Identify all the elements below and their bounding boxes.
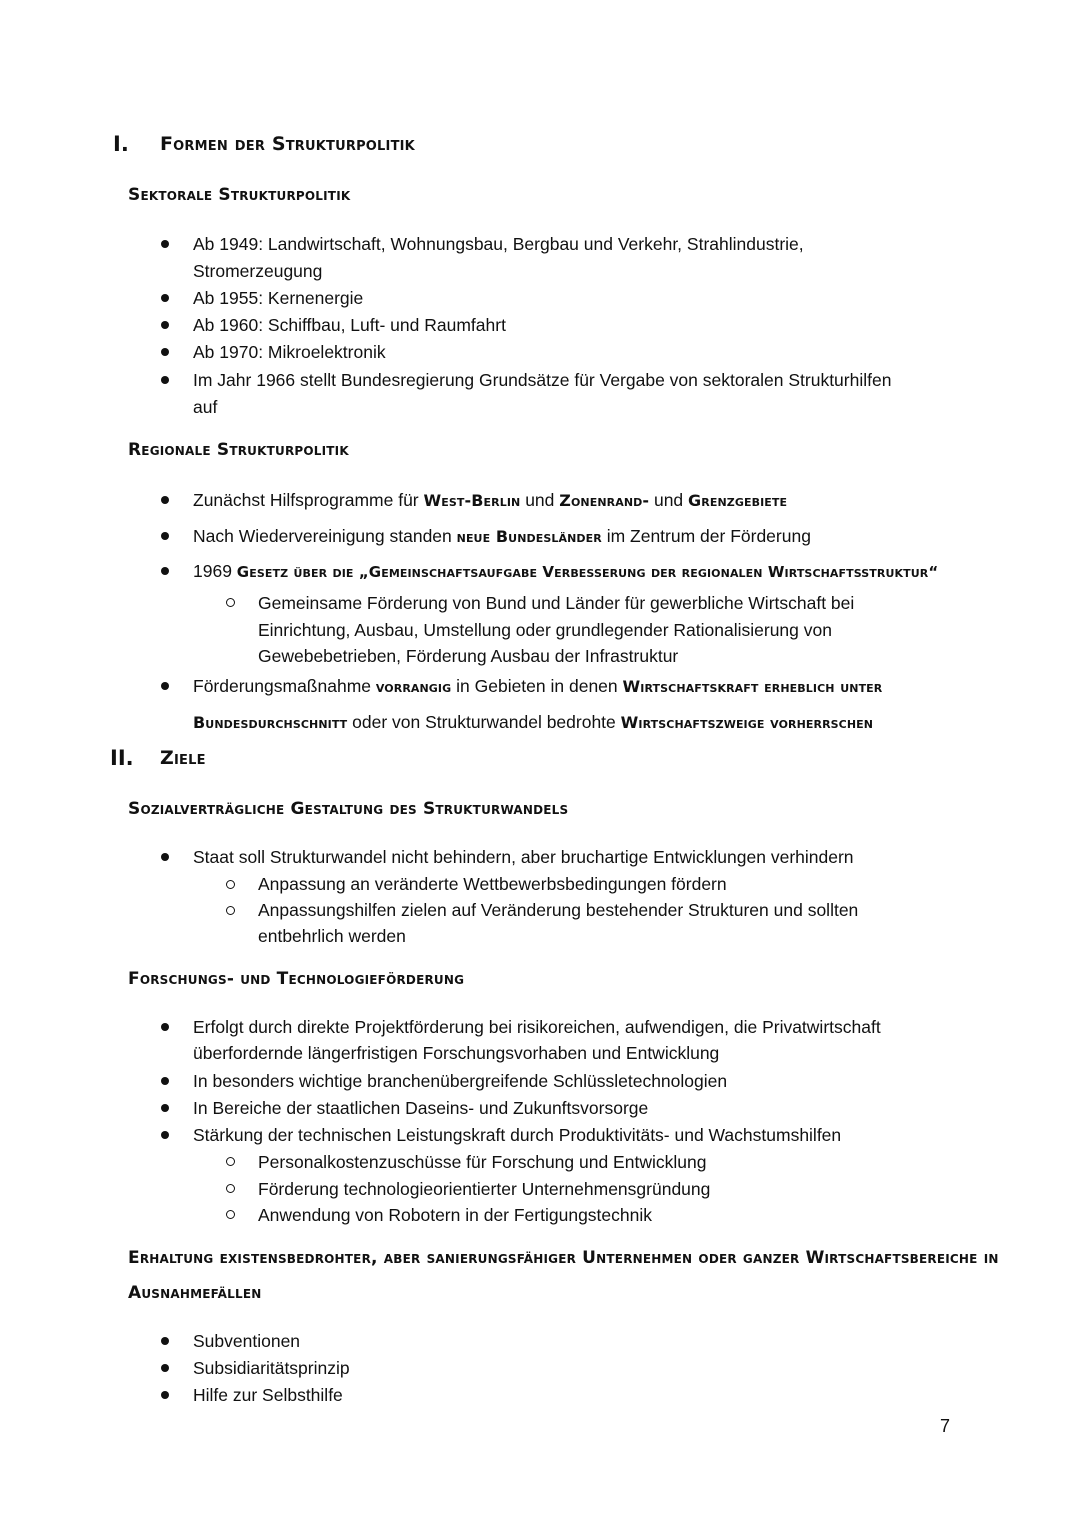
page-number: 7 <box>940 1416 951 1436</box>
bullet <box>161 1023 169 1031</box>
list-item-line: Anpassungshilfen zielen auf Veränderung bestehender Strukturen und sollten <box>258 900 859 920</box>
list-item-line: Anpassung an veränderte Wettbewerbsbedingungen fördern <box>258 874 727 894</box>
subsection-title: Sektorale Strukturpolitik <box>128 185 351 205</box>
subsection-title: Sozialverträgliche Gestaltung des Strukturwandels <box>128 799 569 819</box>
list-item-line: Gewebebetrieben, Förderung Ausbau der Infrastruktur <box>258 646 679 666</box>
list-item-line: überfordernde längerfristigen Forschungsvorhaben und Entwicklung <box>193 1043 720 1063</box>
list-item-line: Ab 1949: Landwirtschaft, Wohnungsbau, Bergbau und Verkehr, Strahlindustrie, <box>193 234 804 254</box>
list-item-line: Staat soll Strukturwandel nicht behindern, aber bruchartige Entwicklungen verhindern <box>193 847 854 867</box>
list-item-line: Ab 1955: Kernenergie <box>193 288 364 308</box>
list-item-line: 1969 Gesetz über die „Gemeinschaftsaufgabe Verbesserung der regionalen Wirtschaftsstruktur“ <box>193 561 939 581</box>
list-item-line: Subsidiaritätsprinzip <box>193 1358 350 1378</box>
bullet <box>161 853 169 861</box>
bullet <box>161 496 169 504</box>
list-item-line: Einrichtung, Ausbau, Umstellung oder grundlegender Rationalisierung von <box>258 620 832 640</box>
bullet <box>161 532 169 540</box>
bullet <box>161 1077 169 1085</box>
subsection-title: Forschungs- und Technologieförderung <box>128 969 465 989</box>
bullet <box>161 240 169 248</box>
sub-bullet <box>226 1184 235 1193</box>
section-number: II. <box>110 746 134 770</box>
sub-bullet <box>226 1210 235 1219</box>
list-item-line: Erfolgt durch direkte Projektförderung bei risikoreichen, aufwendigen, die Privatwirtschaft <box>193 1017 881 1037</box>
list-item-line: Nach Wiedervereinigung standen neue Bundesländer im Zentrum der Förderung <box>193 526 811 546</box>
bullet <box>161 376 169 384</box>
list-item-line: Gemeinsame Förderung von Bund und Länder für gewerbliche Wirtschaft bei <box>258 593 855 613</box>
list-item-line: entbehrlich werden <box>258 926 406 946</box>
list-item-line: In besonders wichtige branchenübergreifende Schlüssletechnologien <box>193 1071 728 1091</box>
bullet <box>161 1104 169 1112</box>
sub-bullet <box>226 598 235 607</box>
bullet <box>161 1364 169 1372</box>
list-item-line: Subventionen <box>193 1331 301 1351</box>
list-item-line: Personalkostenzuschüsse für Forschung und Entwicklung <box>258 1152 707 1172</box>
bullet <box>161 682 169 690</box>
bullet <box>161 1391 169 1399</box>
bullet <box>161 1337 169 1345</box>
list-item-line: Hilfe zur Selbsthilfe <box>193 1385 343 1405</box>
list-item-line: Bundesdurchschnitt oder von Strukturwandel bedrohte Wirtschaftszweige vorherrschen <box>193 712 874 732</box>
list-item-line: In Bereiche der staatlichen Daseins- und Zukunftsvorsorge <box>193 1098 649 1118</box>
sub-bullet <box>226 880 235 889</box>
list-item-line: Stromerzeugung <box>193 261 323 281</box>
bullet <box>161 294 169 302</box>
bullet <box>161 567 169 575</box>
bullet <box>161 321 169 329</box>
list-item-line: Zunächst Hilfsprogramme für West-Berlin und Zonenrand- und Grenzgebiete <box>193 490 788 510</box>
section-title: Ziele <box>160 747 206 769</box>
list-item-line: Ab 1970: Mikroelektronik <box>193 342 386 362</box>
subsection-title: Erhaltung existensbedrohter, aber sanierungsfähiger Unternehmen oder ganzer Wirtschaftsbereiche in <box>128 1248 999 1268</box>
list-item-line: Anwendung von Robotern in der Fertigungstechnik <box>258 1205 652 1225</box>
list-item-line: Förderung technologieorientierter Unternehmensgründung <box>258 1179 711 1199</box>
bullet <box>161 1131 169 1139</box>
section-number: I. <box>113 132 129 156</box>
subsection-title: Regionale Strukturpolitik <box>128 440 349 460</box>
section-title: Formen der Strukturpolitik <box>160 133 415 155</box>
sub-bullet <box>226 1157 235 1166</box>
bullet <box>161 348 169 356</box>
sub-bullet <box>226 906 235 915</box>
list-item-line: Im Jahr 1966 stellt Bundesregierung Grundsätze für Vergabe von sektoralen Strukturhilfen <box>193 370 892 390</box>
list-item-line: Ab 1960: Schiffbau, Luft- und Raumfahrt <box>193 315 506 335</box>
list-item-line: Förderungsmaßnahme vorrangig in Gebieten in denen Wirtschaftskraft erheblich unter <box>193 676 883 696</box>
list-item-line: auf <box>193 397 218 417</box>
list-item-line: Stärkung der technischen Leistungskraft durch Produktivitäts- und Wachstumshilfen <box>193 1125 842 1145</box>
subsection-title: Ausnahmefällen <box>128 1283 262 1303</box>
